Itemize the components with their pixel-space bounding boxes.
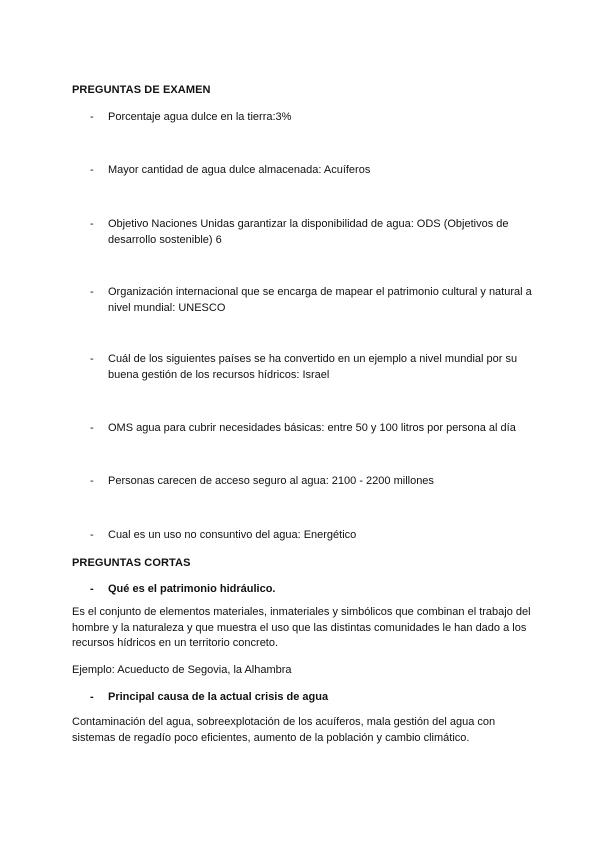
section-heading-cortas: PREGUNTAS CORTAS: [72, 557, 191, 569]
list-item: - Mayor cantidad de agua dulce almacenada: Acuíferos: [72, 163, 532, 179]
list-item: - OMS agua para cubrir necesidades básicas: entre 50 y 100 litros por persona al día: [72, 421, 532, 437]
example-paragraph: Ejemplo: Acueducto de Segovia, la Alhambra: [72, 664, 292, 676]
section-heading-examen: PREGUNTAS DE EXAMEN: [72, 84, 211, 96]
bullet-dash: -: [90, 529, 94, 541]
bullet-dash: -: [90, 218, 94, 230]
bullet-dash: -: [90, 286, 94, 298]
list-item: - Cual es un uso no consuntivo del agua: Energético: [72, 528, 532, 544]
list-item: - Organización internacional que se encarga de mapear el patrimonio cultural y natural a nivel mundial: UNESCO: [90, 286, 532, 314]
list-item: - Personas carecen de acceso seguro al agua: 2100 - 2200 millones: [72, 474, 532, 490]
question-heading: - Qué es el patrimonio hidráulico.: [72, 582, 532, 598]
answer-paragraph: Contaminación del agua, sobreexplotación de los acuíferos, mala gestión del agua con sistemas de regadío poco eficientes, aumento de la población y cambio climático.: [72, 716, 496, 744]
bullet-dash: -: [90, 475, 94, 487]
bullet-dash: -: [90, 353, 94, 365]
answer-paragraph: Es el conjunto de elementos materiales, inmateriales y simbólicos que combinan el trabajo del hombre y la naturaleza y que muestra el uso que las distintas comunidades le han dado a los recursos hídricos en un territorio concreto.: [72, 606, 531, 649]
bullet-dash: -: [90, 422, 94, 434]
question-heading: - Principal causa de la actual crisis de agua: [72, 690, 532, 706]
list-item: - Porcentaje agua dulce en la tierra:3%: [72, 110, 532, 126]
bullet-dash: -: [90, 164, 94, 176]
bullet-dash: -: [90, 583, 94, 595]
bullet-dash: -: [90, 691, 94, 703]
bullet-dash: -: [90, 111, 94, 123]
list-item: - Cuál de los siguientes países se ha convertido en un ejemplo a nivel mundial por su buena gestión de los recursos hídricos: Israel: [90, 353, 518, 381]
list-item: - Objetivo Naciones Unidas garantizar la disponibilidad de agua: ODS (Objetivos de desarrollo sostenible) 6: [90, 218, 509, 246]
